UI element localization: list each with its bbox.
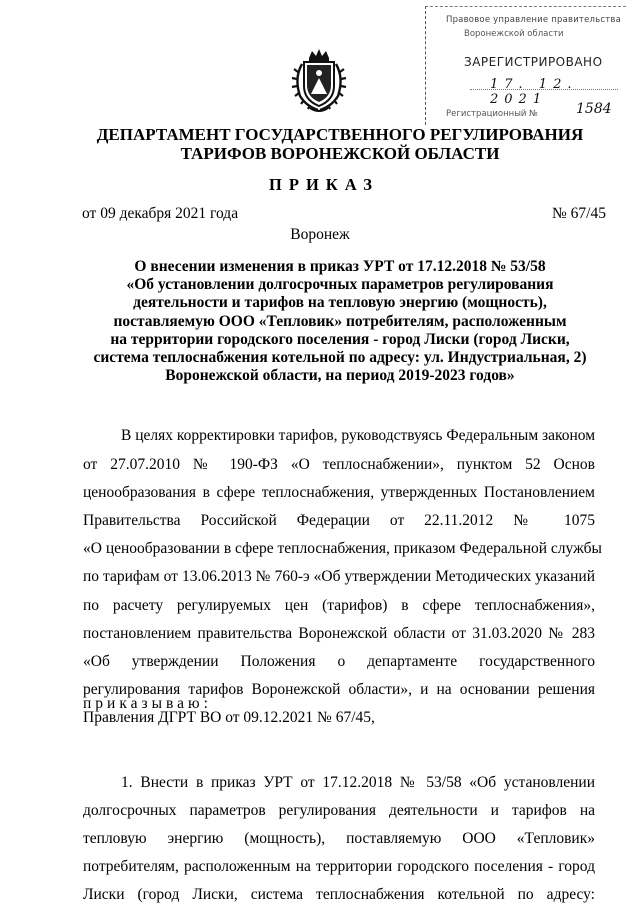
item-line: Лиски (город Лиски, система теплоснабжения котельной по адресу: [83, 886, 595, 903]
preamble-line: В целях корректировки тарифов, руководствуясь Федеральным законом [121, 427, 596, 444]
department-name-line-2: ТАРИФОВ ВОРОНЕЖСКОЙ ОБЛАСТИ [180, 144, 500, 163]
stamp-line-1: Правовое управление правительства [446, 15, 621, 25]
title-line: система теплоснабжения котельной по адресу: ул. Индустриальная, 2) [93, 349, 587, 367]
title-line: Воронежской области, на период 2019-2023 годов» [165, 367, 515, 385]
order-word: приказываю: [83, 695, 212, 712]
stamp-line-2: Воронежской области [464, 29, 564, 39]
title-line: О внесении изменения в приказ УРТ от 17.12.2018 № 53/58 [134, 258, 546, 275]
item-line: потребителям, расположенным на территории городского поселения - город [83, 858, 595, 875]
registration-stamp [425, 6, 626, 125]
item-line: 1. Внести в приказ УРТ от 17.12.2018 № 53/58 «Об установлении [121, 774, 595, 791]
preamble-line: постановлением правительства Воронежской области от 31.03.2020 № 283 [83, 625, 595, 642]
order-title [60, 258, 620, 385]
preamble-line: Правления ДГРТ ВО от 09.12.2021 № 67/45, [83, 709, 375, 726]
document-type: ПРИКАЗ [269, 175, 379, 194]
title-line: поставляемую ООО «Тепловик» потребителям, расположенным [113, 312, 567, 330]
preamble-line: от 27.07.2010 № 190-ФЗ «О теплоснабжении», пунктом 52 Основ [83, 456, 595, 473]
item-line: тепловую энергию (мощность), поставляемую ООО «Тепловик» [83, 830, 595, 847]
city: Воронеж [290, 226, 350, 243]
department-name-line-1: ДЕПАРТАМЕНТ ГОСУДАРСТВЕННОГО РЕГУЛИРОВАНИЯ [96, 125, 584, 144]
item-line: долгосрочных параметров регулирования деятельности и тарифов на [83, 802, 595, 819]
order-number: № 67/45 [552, 205, 606, 222]
preamble-line: ценообразования в сфере теплоснабжения, утвержденных Постановлением [83, 484, 595, 501]
preamble-line: «О ценообразовании в сфере теплоснабжения, приказом Федеральной службы [83, 540, 602, 557]
stamp-registered: ЗАРЕГИСТРИРОВАНО [464, 55, 603, 69]
stamp-handwritten-date: 17. 12. 2021 [490, 77, 578, 107]
preamble-line: Правительства Российской Федерации от 22.11.2012 № 1075 [83, 512, 595, 529]
stamp-reg-number-label: Регистрационный № [446, 109, 538, 119]
title-line: «Об установлении долгосрочных параметров регулирования [126, 276, 554, 294]
preamble-line: «Об утверждении Положения о департаменте государственного [83, 653, 595, 670]
preamble-line: регулирования тарифов Воронежской области», и на основании решения [83, 681, 595, 698]
coat-of-arms-icon [290, 48, 348, 114]
title-line: на территории городского поселения - город Лиски (город Лиски, [110, 330, 570, 348]
stamp-handwritten-number: 1584 [576, 101, 612, 117]
preamble-line: по расчету регулируемых цен (тарифов) в сфере теплоснабжения», [83, 597, 595, 614]
preamble-line: по тарифам от 13.06.2013 № 760-э «Об утверждении Методических указаний [83, 568, 595, 585]
title-line: деятельности и тарифов на тепловую энергию (мощность), [133, 294, 547, 312]
order-date: от 09 декабря 2021 года [82, 205, 239, 222]
